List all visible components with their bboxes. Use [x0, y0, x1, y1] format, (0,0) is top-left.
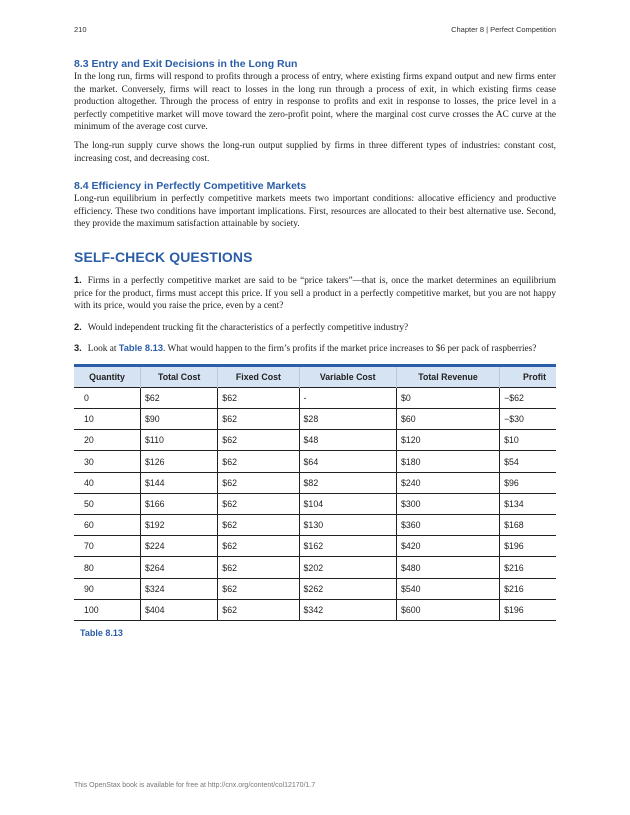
- section-8-3-paragraph-2: The long-run supply curve shows the long-run output supplied by firms in three different types of industries: constant cost, increasing cost, and decreasing cost.: [74, 140, 556, 164]
- table-cell: $96: [500, 472, 556, 493]
- page-number: 210: [74, 25, 87, 34]
- table-cell: $90: [141, 409, 218, 430]
- table-cell: $216: [500, 557, 556, 578]
- table-cell: $202: [299, 557, 396, 578]
- chapter-title: Chapter 8 | Perfect Competition: [451, 25, 556, 34]
- question-text: Firms in a perfectly competitive market are said to be “price takers”—that is, once the market determines an equilibrium price for the product, firms must accept this price. If you sell a product in a perfectly competitive market, but you are not happy with its price, would you raise the price, even by a cent?: [74, 275, 556, 312]
- question-1: [74, 274, 556, 313]
- table-cell: $224: [141, 536, 218, 557]
- header-quantity: Quantity: [89, 371, 125, 382]
- table-cell: $62: [218, 430, 299, 451]
- table-row: [74, 409, 556, 430]
- table-cell: $48: [299, 430, 396, 451]
- header-variable-cost: Variable Cost: [299, 365, 396, 387]
- table-reference-link[interactable]: Table 8.13: [118, 343, 164, 354]
- table-cell: 40: [74, 472, 141, 493]
- section-8-4-paragraph-1: Long-run equilibrium in perfectly competitive markets meets two important conditions: allocative efficiency and productive efficiency. These two conditions have important implications. First, resources are allocated to their best alternative use. Second, they provide the maximum satisfaction attainable by society.: [74, 194, 556, 230]
- table-cell: $180: [396, 451, 499, 472]
- table-row: [74, 472, 556, 493]
- table-cell: $196: [500, 599, 556, 620]
- table-cell: $342: [299, 599, 396, 620]
- table-cell: $54: [500, 451, 556, 472]
- table-cell: $0: [396, 387, 499, 408]
- question-3: [74, 342, 556, 356]
- header-fixed-cost: Fixed Cost: [218, 365, 299, 387]
- table-row: [74, 430, 556, 451]
- table-cell: $192: [141, 515, 218, 536]
- table-row: [74, 536, 556, 557]
- table-cell: $28: [299, 409, 396, 430]
- table-cell: $62: [218, 557, 299, 578]
- table-cell: 0: [74, 387, 141, 408]
- table-row: [74, 493, 556, 514]
- table-cell: 50: [74, 493, 141, 514]
- table-cell: $62: [218, 515, 299, 536]
- table-cell: 30: [74, 451, 141, 472]
- page-content: [74, 58, 556, 638]
- table-cell: 10: [74, 409, 141, 430]
- table-cell: $62: [218, 472, 299, 493]
- question-number: 2.: [74, 321, 82, 332]
- section-8-4-title: 8.4 Efficiency in Perfectly Competitive Markets: [74, 180, 307, 193]
- table-cell: $134: [500, 493, 556, 514]
- table-cell: $262: [299, 578, 396, 599]
- table-cell: $104: [299, 493, 396, 514]
- table-cell: $62: [218, 409, 299, 430]
- table-cell: $600: [396, 599, 499, 620]
- table-header-row: [74, 365, 556, 387]
- table-cell: $82: [299, 472, 396, 493]
- table-cell: 20: [74, 430, 141, 451]
- table-cell: $480: [396, 557, 499, 578]
- table-row: [74, 515, 556, 536]
- table-row: [74, 578, 556, 599]
- question-text-pre: Look at: [87, 344, 119, 355]
- cost-revenue-table: [74, 364, 556, 621]
- table-cell: $264: [141, 557, 218, 578]
- table-cell: $64: [299, 451, 396, 472]
- question-text: Would independent trucking fit the characteristics of a perfectly competitive industry?: [87, 322, 409, 333]
- table-cell: $130: [299, 515, 396, 536]
- table-cell: $62: [218, 493, 299, 514]
- table-cell: $126: [141, 451, 218, 472]
- table-cell: $120: [396, 430, 499, 451]
- table-cell: 90: [74, 578, 141, 599]
- question-number: 1.: [74, 274, 82, 285]
- table-cell: $144: [141, 472, 218, 493]
- table-cell: −$62: [500, 387, 556, 408]
- table-cell: $162: [299, 536, 396, 557]
- table-body: [74, 387, 556, 620]
- table-cell: $168: [500, 515, 556, 536]
- table-cell: $62: [218, 387, 299, 408]
- question-text-post: . What would happen to the firm’s profits if the market price increases to $6 per pack of raspberries?: [163, 344, 537, 355]
- section-8-3-paragraph-1: In the long run, firms will respond to profits through a process of entry, where existing firms expand output and new firms enter the market. Conversely, firms will react to losses in the long run through a process of exit, in which existing firms cease production altogether. Through the process of entry in response to profits and exit in response to losses, the price level in a perfectly competitive market will move toward the zero-profit point, where the marginal cost curve crosses the AC curve at the minimum of the average cost curve.: [74, 72, 556, 133]
- table-cell: $62: [218, 451, 299, 472]
- table-row: [74, 451, 556, 472]
- table-cell: 70: [74, 536, 141, 557]
- table-cell: $360: [396, 515, 499, 536]
- table-cell: $420: [396, 536, 499, 557]
- table-cell: $300: [396, 493, 499, 514]
- table-caption[interactable]: Table 8.13: [80, 627, 123, 638]
- table-cell: $62: [218, 536, 299, 557]
- table-cell: -: [299, 387, 396, 408]
- table-cell: $216: [500, 578, 556, 599]
- table-cell: $404: [141, 599, 218, 620]
- table-row: [74, 599, 556, 620]
- table-cell: $196: [500, 536, 556, 557]
- table-cell: 100: [74, 599, 141, 620]
- table-row: [74, 557, 556, 578]
- table-cell: $10: [500, 430, 556, 451]
- table-cell: −$30: [500, 409, 556, 430]
- table-cell: $540: [396, 578, 499, 599]
- question-number: 3.: [74, 343, 82, 354]
- table-cell: $324: [141, 578, 218, 599]
- table-cell: $60: [396, 409, 499, 430]
- table-cell: $240: [396, 472, 499, 493]
- self-check-heading: SELF-CHECK QUESTIONS: [74, 248, 253, 265]
- table-row: [74, 387, 556, 408]
- header-total-cost: Total Cost: [141, 365, 218, 387]
- table-cell: $166: [141, 493, 218, 514]
- question-2: [74, 321, 556, 335]
- footer-note: This OpenStax book is available for free at http://cnx.org/content/col12170/1.7: [74, 782, 316, 789]
- table-cell: 60: [74, 515, 141, 536]
- table-cell: $62: [141, 387, 218, 408]
- section-8-3-title: 8.3 Entry and Exit Decisions in the Long Run: [74, 58, 298, 70]
- table-cell: $62: [218, 599, 299, 620]
- table-cell: $110: [141, 430, 218, 451]
- header-profit: Profit: [500, 365, 556, 387]
- header-total-revenue: Total Revenue: [396, 365, 499, 387]
- table-cell: 80: [74, 557, 141, 578]
- table-cell: $62: [218, 578, 299, 599]
